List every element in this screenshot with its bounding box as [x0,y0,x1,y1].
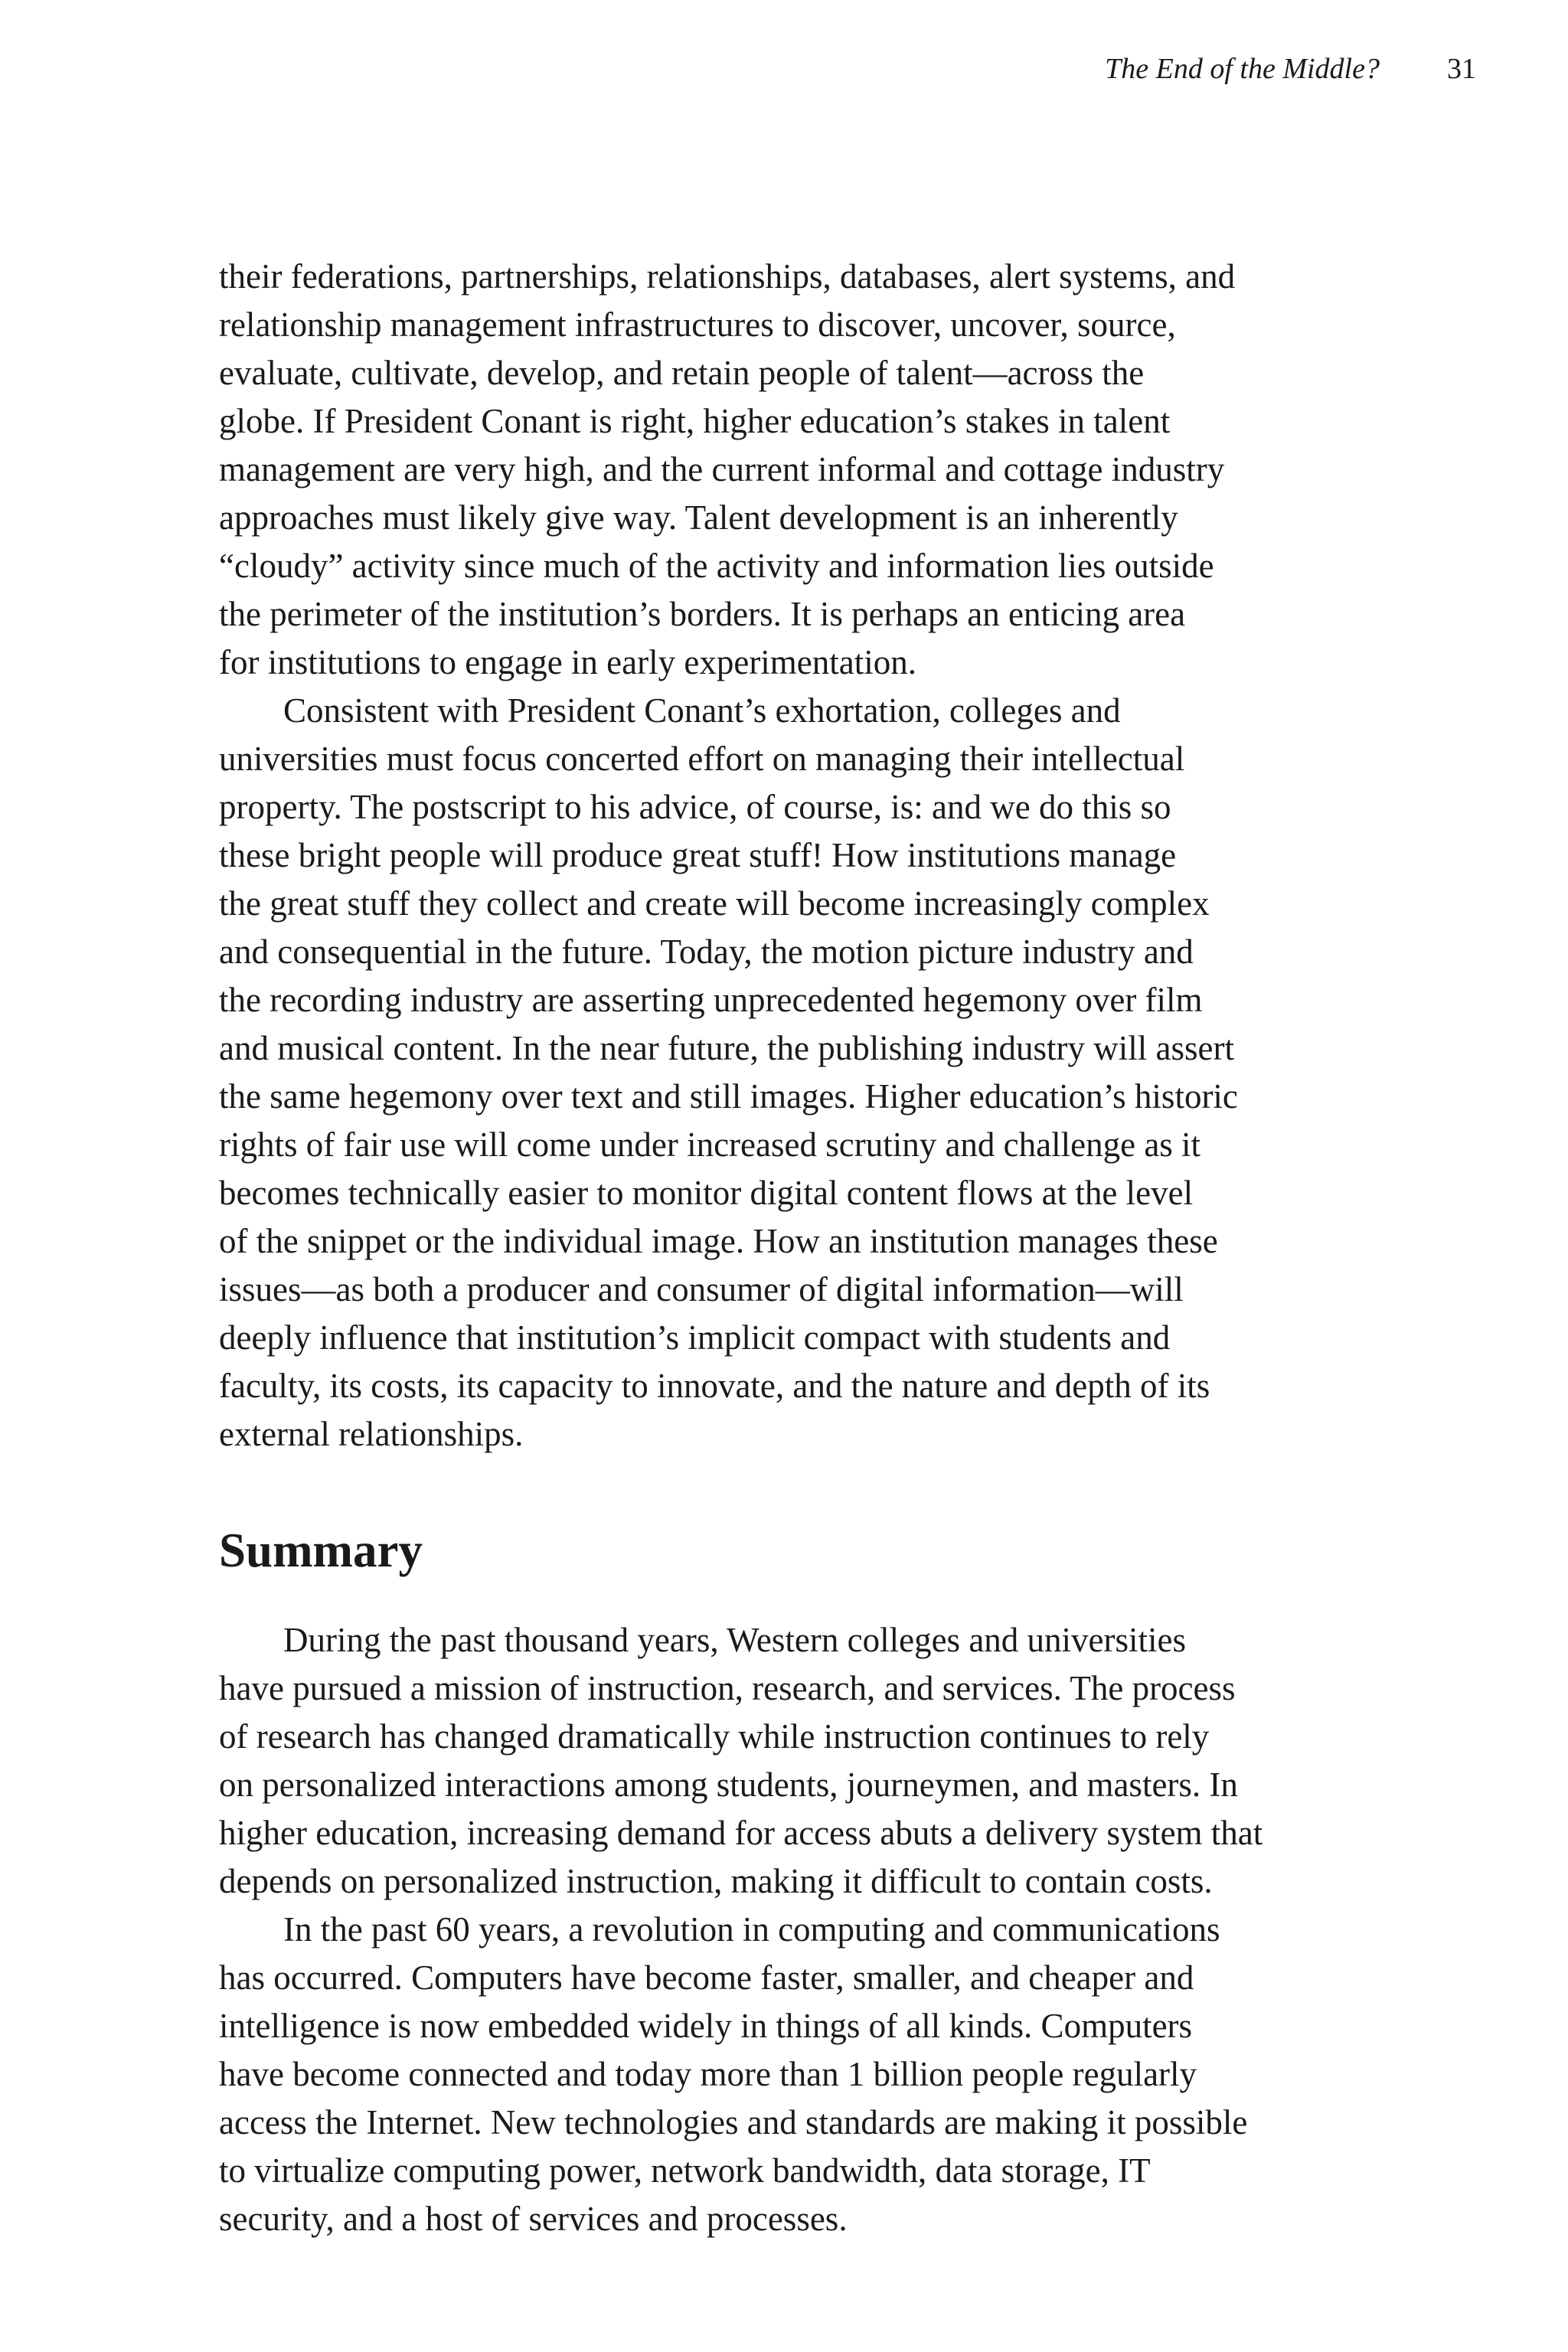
text-line: these bright people will produce great stuff! How institutions manage [219,836,1177,874]
text-line: Consistent with President Conant’s exhortation, colleges and [283,691,1121,730]
body-text [219,253,1367,2243]
text-line: globe. If President Conant is right, higher education’s stakes in talent [219,402,1171,440]
text-line: the same hegemony over text and still images. Higher education’s historic [219,1077,1238,1116]
paragraphs-before-heading [219,253,1367,1459]
text-line: the great stuff they collect and create will become increasingly complex [219,884,1210,923]
text-line: approaches must likely give way. Talent development is an inherently [219,498,1178,537]
paragraph [219,1906,1367,2243]
running-title: The End of the Middle? [1105,53,1380,85]
paragraph [219,687,1367,1459]
text-line: management are very high, and the current informal and cottage industry [219,450,1225,488]
text-line: “cloudy” activity since much of the activity and information lies outside [219,547,1214,585]
text-line: their federations, partnerships, relationships, databases, alert systems, and [219,257,1236,296]
text-line: higher education, increasing demand for access abuts a delivery system that [219,1814,1263,1852]
running-header [1105,51,1476,87]
text-line: property. The postscript to his advice, of course, is: and we do this so [219,788,1171,826]
text-line: becomes technically easier to monitor digital content flows at the level [219,1174,1194,1212]
page-number: 31 [1447,53,1476,85]
text-line: issues—as both a producer and consumer of digital information—will [219,1270,1184,1308]
paragraphs-after-heading [219,1616,1367,2243]
text-line: the perimeter of the institution’s borders. It is perhaps an enticing area [219,595,1186,633]
text-line: depends on personalized instruction, making it difficult to contain costs. [219,1862,1213,1900]
text-line: and musical content. In the near future, the publishing industry will assert [219,1029,1234,1067]
text-line: During the past thousand years, Western colleges and universities [283,1621,1187,1659]
text-line: In the past 60 years, a revolution in computing and communications [283,1910,1220,1949]
text-line: of research has changed dramatically while instruction continues to rely [219,1717,1210,1756]
text-line: have become connected and today more than 1 billion people regularly [219,2055,1197,2093]
text-line: have pursued a mission of instruction, research, and services. The process [219,1669,1236,1707]
text-line: to virtualize computing power, network bandwidth, data storage, IT [219,2151,1151,2190]
text-line: intelligence is now embedded widely in things of all kinds. Computers [219,2007,1193,2045]
text-line: has occurred. Computers have become faster, smaller, and cheaper and [219,1958,1194,1997]
text-line: deeply influence that institution’s implicit compact with students and [219,1318,1171,1357]
text-line: the recording industry are asserting unprecedented hegemony over film [219,981,1203,1019]
text-line: relationship management infrastructures to discover, uncover, source, [219,305,1176,344]
text-line: and consequential in the future. Today, the motion picture industry and [219,933,1194,971]
text-line: for institutions to engage in early experimentation. [219,643,917,681]
section-heading: Summary [219,1524,423,1577]
text-line: faculty, its costs, its capacity to innovate, and the nature and depth of its [219,1367,1210,1405]
text-line: rights of fair use will come under increased scrutiny and challenge as it [219,1125,1201,1164]
text-line: of the snippet or the individual image. How an institution manages these [219,1222,1218,1260]
text-line: access the Internet. New technologies and standards are making it possible [219,2103,1248,2141]
paragraph [219,253,1367,687]
text-line: evaluate, cultivate, develop, and retain people of talent—across the [219,354,1145,392]
text-line: universities must focus concerted effort on managing their intellectual [219,740,1185,778]
text-line: on personalized interactions among students, journeymen, and masters. In [219,1766,1238,1804]
text-line: security, and a host of services and processes. [219,2200,848,2238]
text-line: external relationships. [219,1415,524,1453]
paragraph [219,1616,1367,1906]
